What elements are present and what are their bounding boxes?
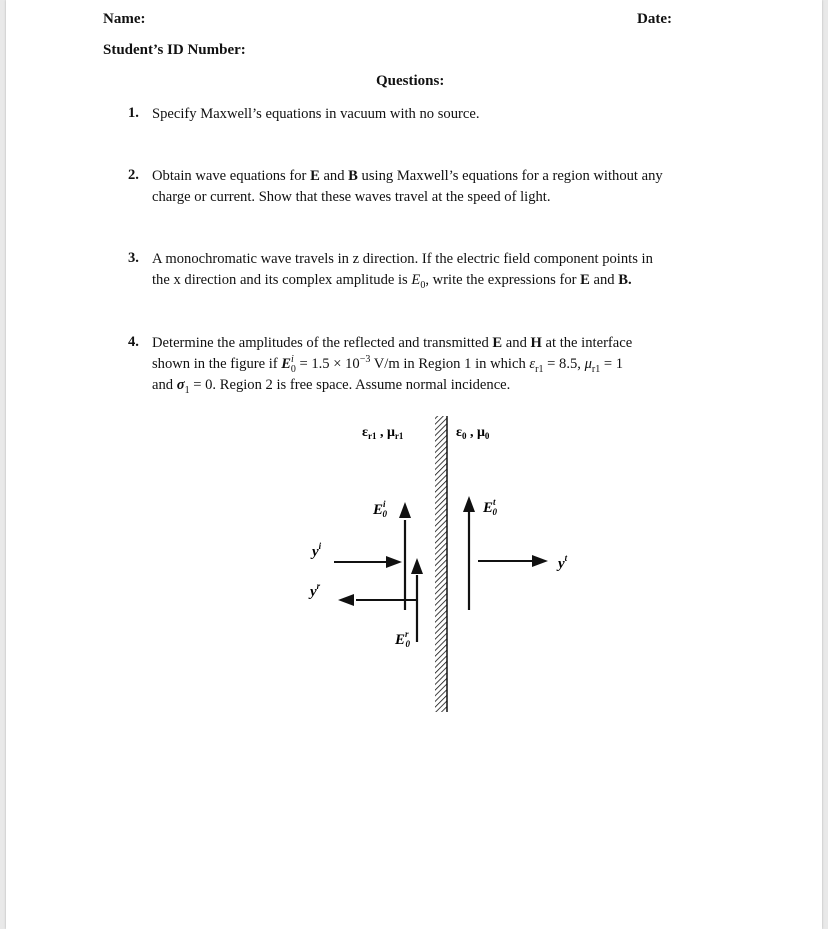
question-2-number: 2. xyxy=(128,167,139,183)
incident-direction-label: $y^i$ xyxy=(312,541,322,560)
question-1-text xyxy=(152,104,725,125)
incident-e-label: $E^i$ 0 xyxy=(373,499,388,519)
incident-direction-arrowhead xyxy=(386,556,402,568)
question-3-line-2: the x direction and its complex amplitude is $E_0$, write the expressions for E and B. xyxy=(152,272,632,291)
date-label: Date: xyxy=(637,11,672,27)
student-id-label: Student’s ID Number: xyxy=(103,42,246,58)
question-1-line: Specify Maxwell’s equations in vacuum with no source. xyxy=(152,106,480,122)
name-label: Name: xyxy=(103,11,146,27)
question-4-line-2: shown in the figure if $E^i_0 = 1.5 \times 10^{-3}$ V/m in Region 1 in which $\varepsilon_{r1} = 8.5$, $\mu_{r1} = 1$ xyxy=(152,354,624,375)
question-1-number: 1. xyxy=(128,105,139,121)
reflected-e-arrowhead xyxy=(411,558,423,574)
question-4-text xyxy=(152,333,725,396)
reflected-e-label: $E^r$ 0 xyxy=(395,629,411,649)
interface-figure xyxy=(296,410,586,715)
question-2-line-2: charge or current. Show that these waves travel at the speed of light. xyxy=(152,189,551,205)
question-2-line-1: Obtain wave equations for E and B using Maxwell’s equations for a region without any xyxy=(152,168,663,184)
reflected-direction-label: $y^r$ xyxy=(310,581,321,600)
question-4-line-1: Determine the amplitudes of the reflected and transmitted E and H at the interface xyxy=(152,335,633,351)
question-3-number: 3. xyxy=(128,250,139,266)
questions-title: Questions: xyxy=(376,73,445,89)
transmitted-e-label: $E^t$ 0 xyxy=(483,497,498,517)
transmitted-e-arrowhead xyxy=(463,496,475,512)
transmitted-direction-label: $y^t$ xyxy=(558,553,568,572)
reflected-direction-arrowhead xyxy=(338,594,354,606)
region-2-label: $\varepsilon_0$ , $\mu_0$ xyxy=(456,425,490,441)
question-3-text xyxy=(152,249,725,291)
question-3-line-1: A monochromatic wave travels in z direction. If the electric field component points in xyxy=(152,251,653,267)
region-1-label: $\varepsilon_{r1}$ , $\mu_{r1}$ xyxy=(362,425,404,441)
question-2-text xyxy=(152,166,725,208)
document-page xyxy=(6,0,822,929)
transmitted-direction-arrowhead xyxy=(532,555,548,567)
interface-hatch xyxy=(435,416,447,712)
question-4-line-3: and $\sigma_1 = 0$. Region 2 is free space. Assume normal incidence. xyxy=(152,377,511,396)
incident-e-arrowhead xyxy=(399,502,411,518)
question-4-number: 4. xyxy=(128,334,139,350)
